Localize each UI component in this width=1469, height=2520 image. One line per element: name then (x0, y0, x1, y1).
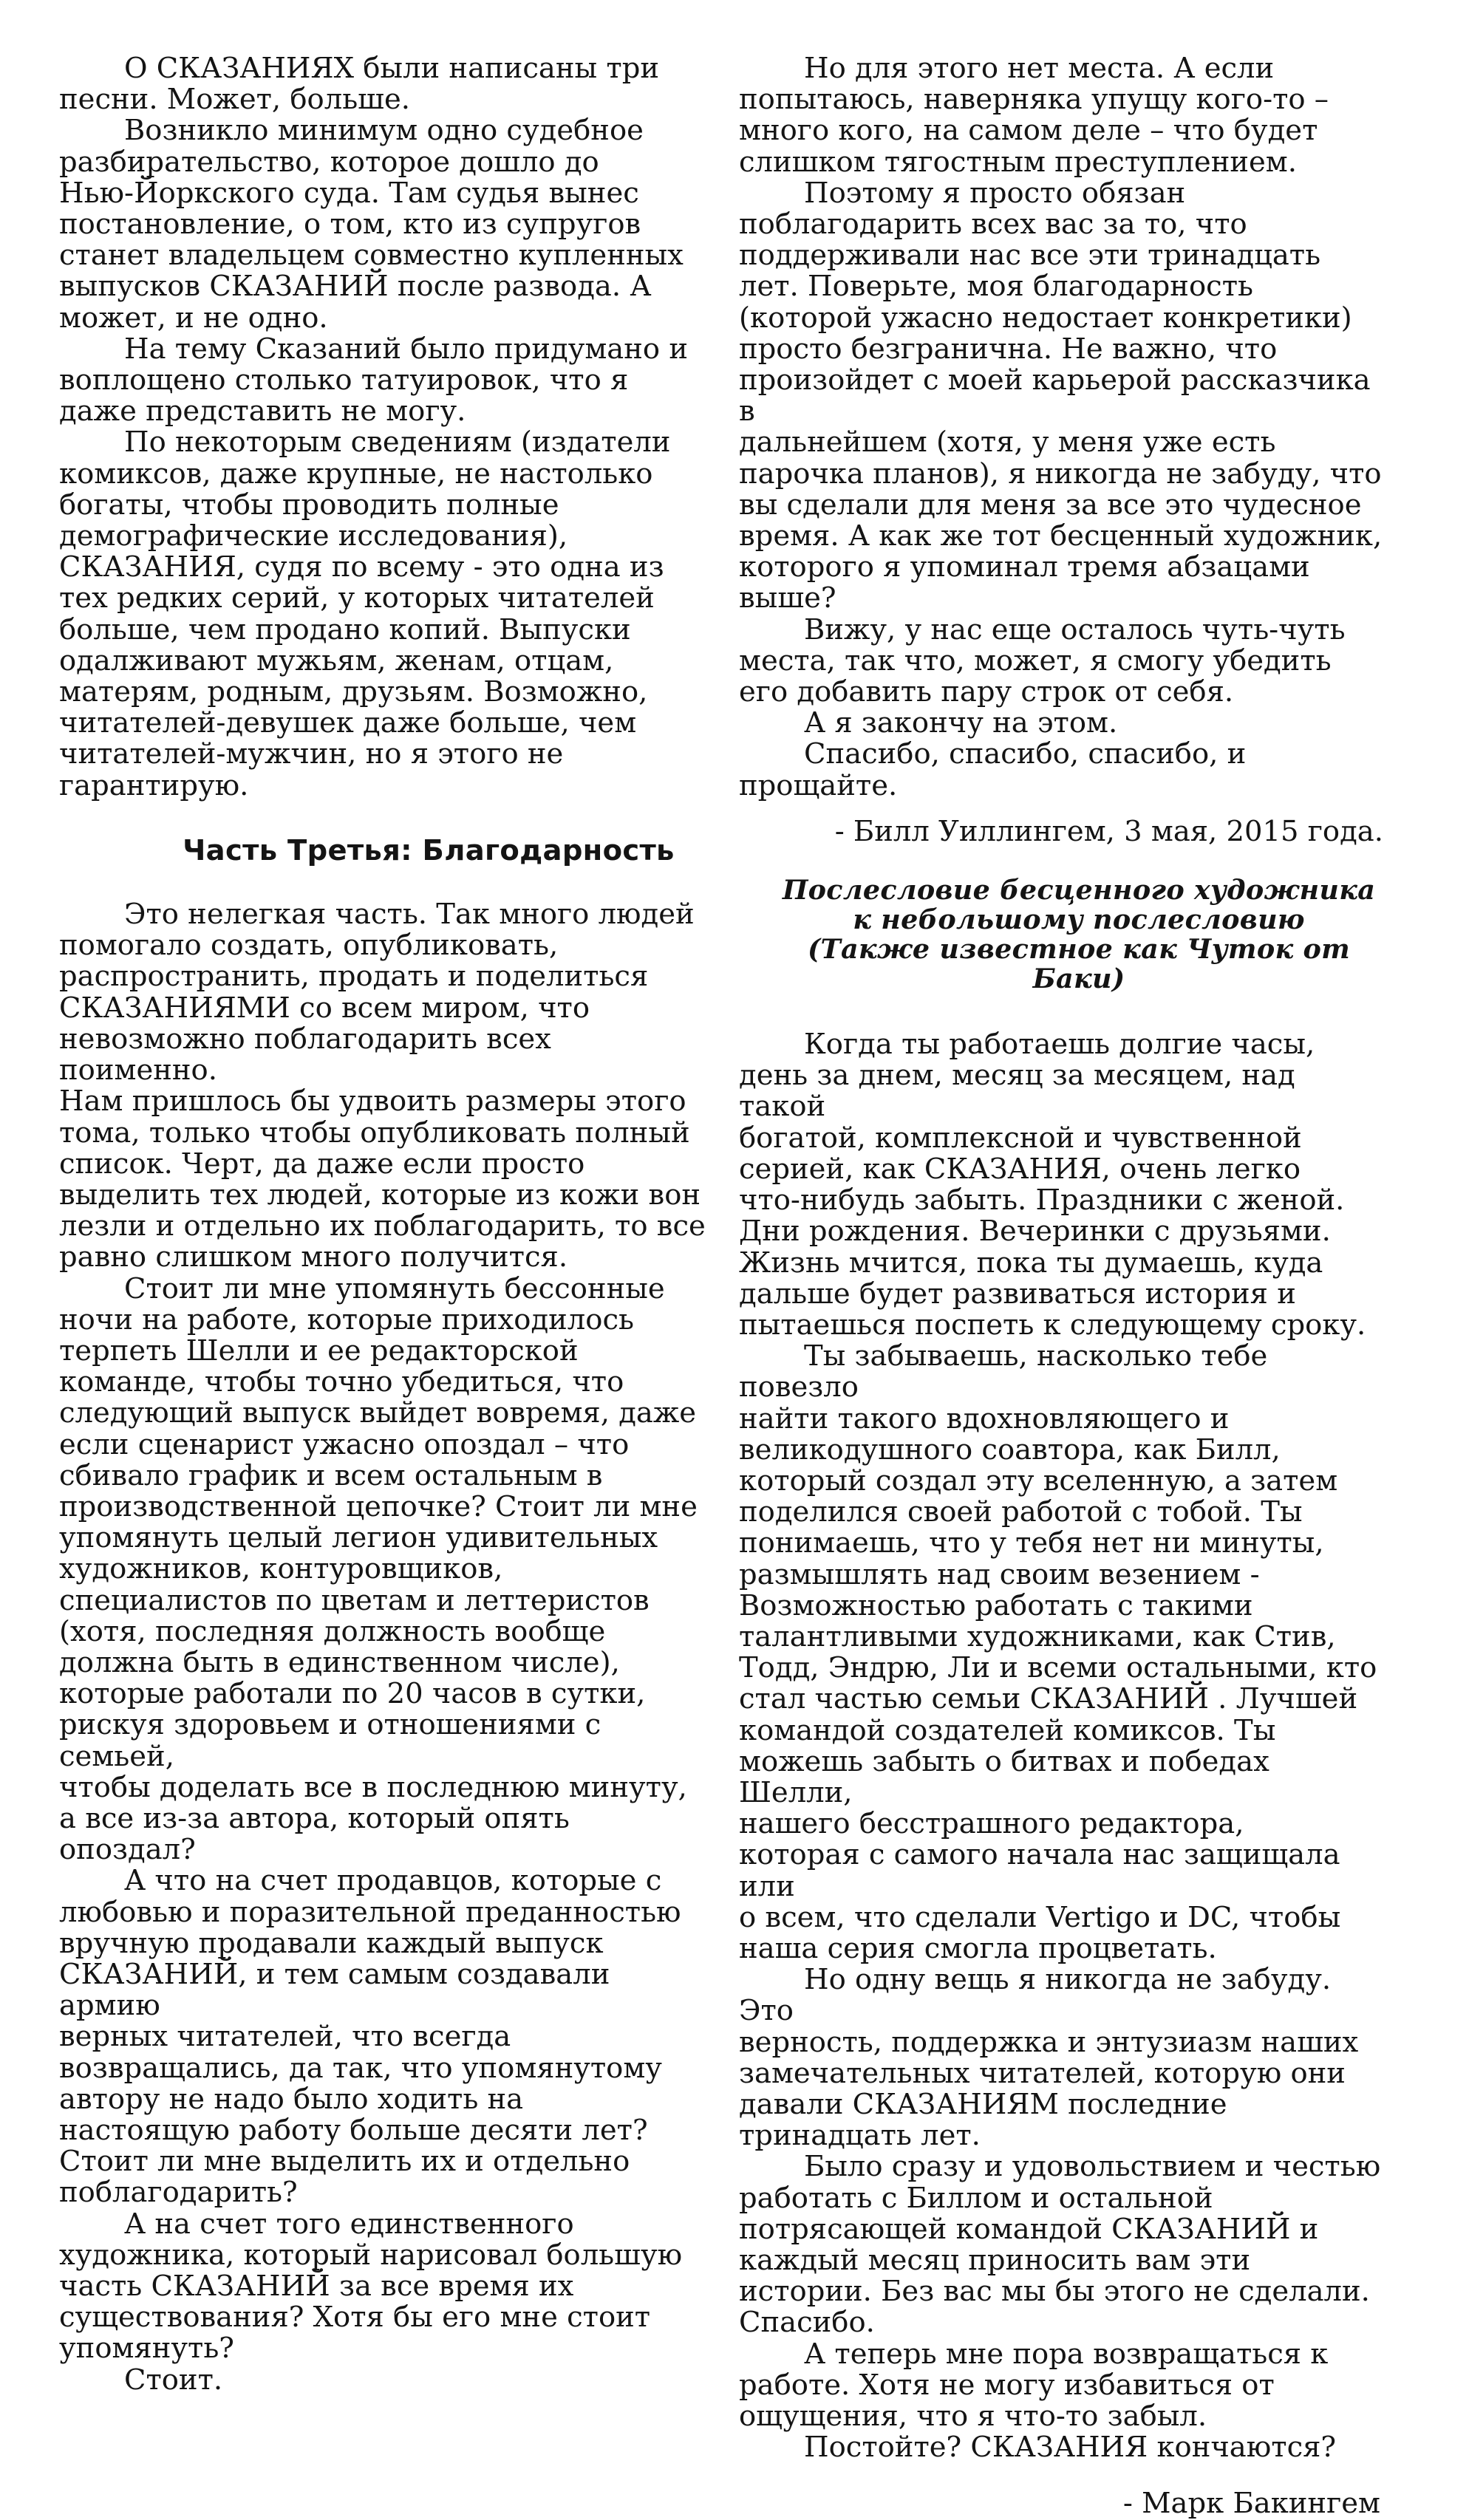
paragraph: Вижу, у нас еще осталось чуть-чуть места, так что, может, я смогу убедить его добавить пару строк от себя. (739, 612, 1346, 709)
paragraph: Возникло минимум одно судебное разбирательство, которое дошло до Нью-Йоркского суда. Там судья вынес постановление, о том, кто из супругов станет владельцем совместно купленных выпусков СКАЗАНИЙ после развода. А может, и не одно. (59, 114, 684, 335)
afterword-heading: Послесловие бесценного художника к небольшому послесловию (Также известное как Чуток от Баки) (782, 874, 1376, 995)
paragraph: Но для этого нет места. А если попытаюсь, наверняка упущу кого-то – много кого, на самом деле – что будет слишком тягостным преступлением. (739, 52, 1329, 179)
paragraph: А я закончу на этом. (804, 706, 1118, 740)
paragraph: Стоит ли мне упомянуть бессонные ночи на работе, которые приходилось терпеть Шелли и ее редакторской команде, чтобы точно убедиться, что следующий выпуск выйдет вовремя, даже если сценарист ужасно опоздал – что сбивало график и всем остальным в производственной цепочке? Стоит ли мне упомянуть целый легион удивительных художников, контуровщиков, специалистов по цветам и леттеристов (хотя, последняя должность вообще должна быть в единственном числе), которые работали по 20 часов в сутки, рискуя здоровьем и отношениями с семьей, чтобы доделать все в последнюю минуту, а все из-за автора, который опять опоздал? (59, 1271, 698, 1867)
section-heading: Часть Третья: Благодарность (183, 833, 675, 867)
signature-bill: - Билл Уиллингем, 3 мая, 2015 года. (834, 814, 1383, 848)
paragraph: Стоит. (124, 2363, 223, 2397)
paragraph: По некоторым сведениям (издатели комиксов, даже крупные, не настолько богаты, чтобы проводить полные демографические исследования), СКАЗАНИЯ, судя по всему - это одна из тех редких серий, у которых читателей больше, чем продано копий. Выпуски одалживают мужьям, женам, отцам, матерям, родным, друзьям. Возможно, читателей-девушек даже больше, чем читателей-мужчин, но я этого не гарантирую. (59, 426, 671, 802)
paragraph: А на счет того единственного художника, который нарисовал большую часть СКАЗАНИЙ за все время их существования? Хотя бы его мне стоит упомянуть? (59, 2207, 683, 2366)
paragraph: Когда ты работаешь долгие часы, день за днем, месяц за месяцем, над такой богатой, комплексной и чувственной серией, как СКАЗАНИЯ, очень легко что-нибудь забыть. Праздники с женой. Дни рождения. Вечеринки с друзьями. Жизнь мчится, пока ты думаешь, куда дальше будет развиваться история и пытаешься поспеть к следующему сроку. (739, 1028, 1366, 1342)
paragraph: Спасибо, спасибо, спасибо, и прощайте. (739, 737, 1247, 802)
paragraph: Это нелегкая часть. Так много людей помогало создать, опубликовать, распространить, продать и поделиться СКАЗАНИЯМИ со всем миром, что невозможно поблагодарить всех поименно. Нам пришлось бы удвоить размеры этого тома, только чтобы опубликовать полный список. Черт, да даже если просто выделить тех людей, которые из кожи вон лезли и отдельно их поблагодарить, то все равно слишком много получится. (59, 898, 706, 1274)
left-column (59, 53, 709, 2396)
paragraph: Было сразу и удовольствием и честью работать с Биллом и остальной потрясающей командой СКАЗАНИЙ и каждый месяц приносить вам эти истории. Без вас мы бы этого не сделали. Спасибо. (739, 2150, 1381, 2340)
paragraph: Постойте? СКАЗАНИЯ кончаются? (804, 2431, 1337, 2465)
paragraph: Ты забываешь, насколько тебе повезло найти такого вдохновляющего и великодушного соавтора, как Билл, который создал эту вселенную, а затем поделился своей работой с тобой. Ты понимаешь, что у тебя нет ни минуты, размышлять над своим везением - Возможностью работать с такими талантливыми художниками, как Стив, Тодд, Эндрю, Ли и всеми остальными, кто стал частью семьи СКАЗАНИЙ . Лучшей командой создателей комиксов. Ты можешь забыть о битвах и победах Шелли, нашего бесстрашного редактора, которая с самого начала нас защищала или о всем, что сделали Vertigo и DC, чтобы наша серия смогла процветать. (739, 1339, 1377, 1965)
paragraph: Но одну вещь я никогда не забуду. Это верность, поддержка и энтузиазм наших замечательных читателей, которую они давали СКАЗАНИЯМ последние тринадцать лет. (739, 1963, 1359, 2153)
signature-mark: - Марк Бакингем (1122, 2487, 1380, 2520)
right-column (739, 53, 1389, 2520)
paragraph: А теперь мне пора возвращаться к работе. Хотя не могу избавиться от ощущения, что я что-то забыл. (739, 2337, 1329, 2434)
paragraph: На тему Сказаний было придумано и воплощено столько татуировок, что я даже представить не могу. (59, 332, 688, 428)
paragraph: Поэтому я просто обязан поблагодарить всех вас за то, что поддерживали нас все эти тринадцать лет. Поверьте, моя благодарность (которой ужасно недостает конкретики) просто безгранична. Не важно, что произойдет с моей карьерой рассказчика в дальнейшем (хотя, у меня уже есть парочка планов), я никогда не забуду, что вы сделали для меня за все это чудесное время. А как же тот бесценный художник, которого я упоминал тремя абзацами выше? (739, 176, 1383, 615)
paragraph: А что на счет продавцов, которые с любовью и поразительной преданностью вручную продавали каждый выпуск СКАЗАНИЙ, и тем самым создавали армию верных читателей, что всегда возвращались, да так, что упомянутому автору не надо было ходить на настоящую работу больше десяти лет? Стоит ли мне выделить их и отдельно поблагодарить? (59, 1864, 681, 2210)
paragraph: О СКАЗАНИЯХ были написаны три песни. Может, больше. (59, 52, 660, 117)
